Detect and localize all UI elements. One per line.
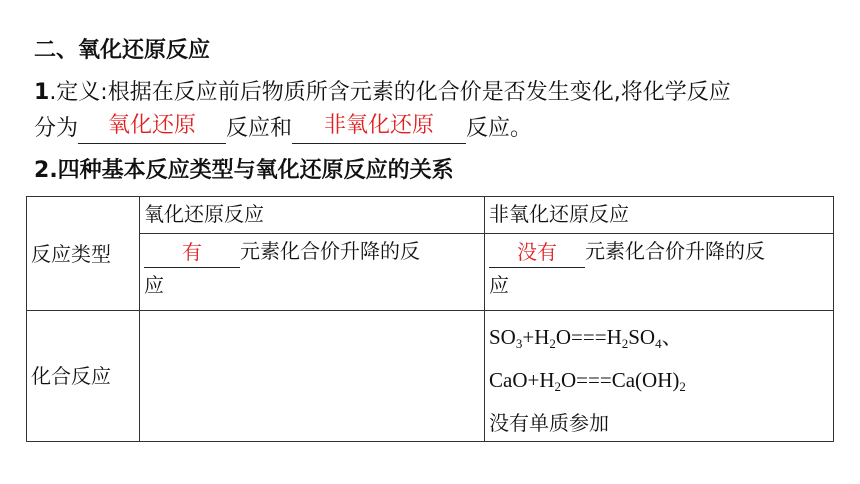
- definition-mid: 反应和: [226, 116, 293, 141]
- definition-number: 1: [34, 80, 50, 105]
- blank-nonredox: [292, 113, 466, 144]
- table-row-combination: [27, 311, 834, 442]
- header-nonredox: [485, 197, 834, 234]
- nonredox-desc-end: 应: [489, 273, 509, 297]
- section-title: 二、氧化还原反应: [34, 38, 211, 63]
- definition-text: .定义:根据在反应前后物质所含元素的化合价是否发生变化,将化学反应: [49, 80, 731, 105]
- redox-blank-answer: 有: [182, 240, 202, 264]
- blank-redox: [78, 113, 226, 144]
- row-label-type-text: 反应类型: [31, 241, 111, 266]
- row-label-type: [27, 197, 140, 311]
- nonredox-blank: [489, 241, 585, 268]
- cell-nonredox-type: [485, 234, 834, 311]
- nonredox-blank-answer: 没有: [517, 240, 557, 264]
- relation-title: .四种基本反应类型与氧化还原反应的关系: [49, 158, 454, 183]
- table-row-type: [27, 234, 834, 311]
- header-nonredox-text: 非氧化还原反应: [489, 202, 629, 226]
- cell-redox-combination: [140, 311, 485, 442]
- definition-prefix: 分为: [34, 116, 79, 141]
- blank-nonredox-answer: 非氧化还原: [324, 113, 435, 138]
- formula-cao: $CaO+H_2O===Ca(OH)_2$: [489, 368, 686, 394]
- table-header-row: [27, 197, 834, 234]
- redox-blank: [144, 241, 240, 268]
- cell-nonredox-combination: [485, 311, 834, 442]
- blank-redox-answer: 氧化还原: [108, 113, 197, 138]
- relation-number: 2: [34, 158, 50, 183]
- nonredox-desc: 元素化合价升降的反: [585, 239, 765, 263]
- row-label-combination-text: 化合反应: [31, 364, 111, 388]
- relation-table: [26, 196, 834, 442]
- definition-suffix: 反应。: [466, 116, 533, 141]
- relation-heading: [34, 156, 454, 186]
- header-redox-text: 氧化还原反应: [144, 202, 264, 226]
- no-element-note: 没有单质参加: [489, 411, 609, 435]
- cell-redox-type: [140, 234, 485, 311]
- redox-desc: 元素化合价升降的反: [240, 239, 420, 263]
- definition-line-2: [34, 114, 532, 144]
- formula-so3: $SO_3+H_2O===H_2SO_4$、: [489, 325, 683, 351]
- row-label-combination: [27, 311, 140, 442]
- definition-line-1: [34, 78, 731, 108]
- header-redox: [140, 197, 485, 234]
- redox-desc-end: 应: [144, 273, 164, 297]
